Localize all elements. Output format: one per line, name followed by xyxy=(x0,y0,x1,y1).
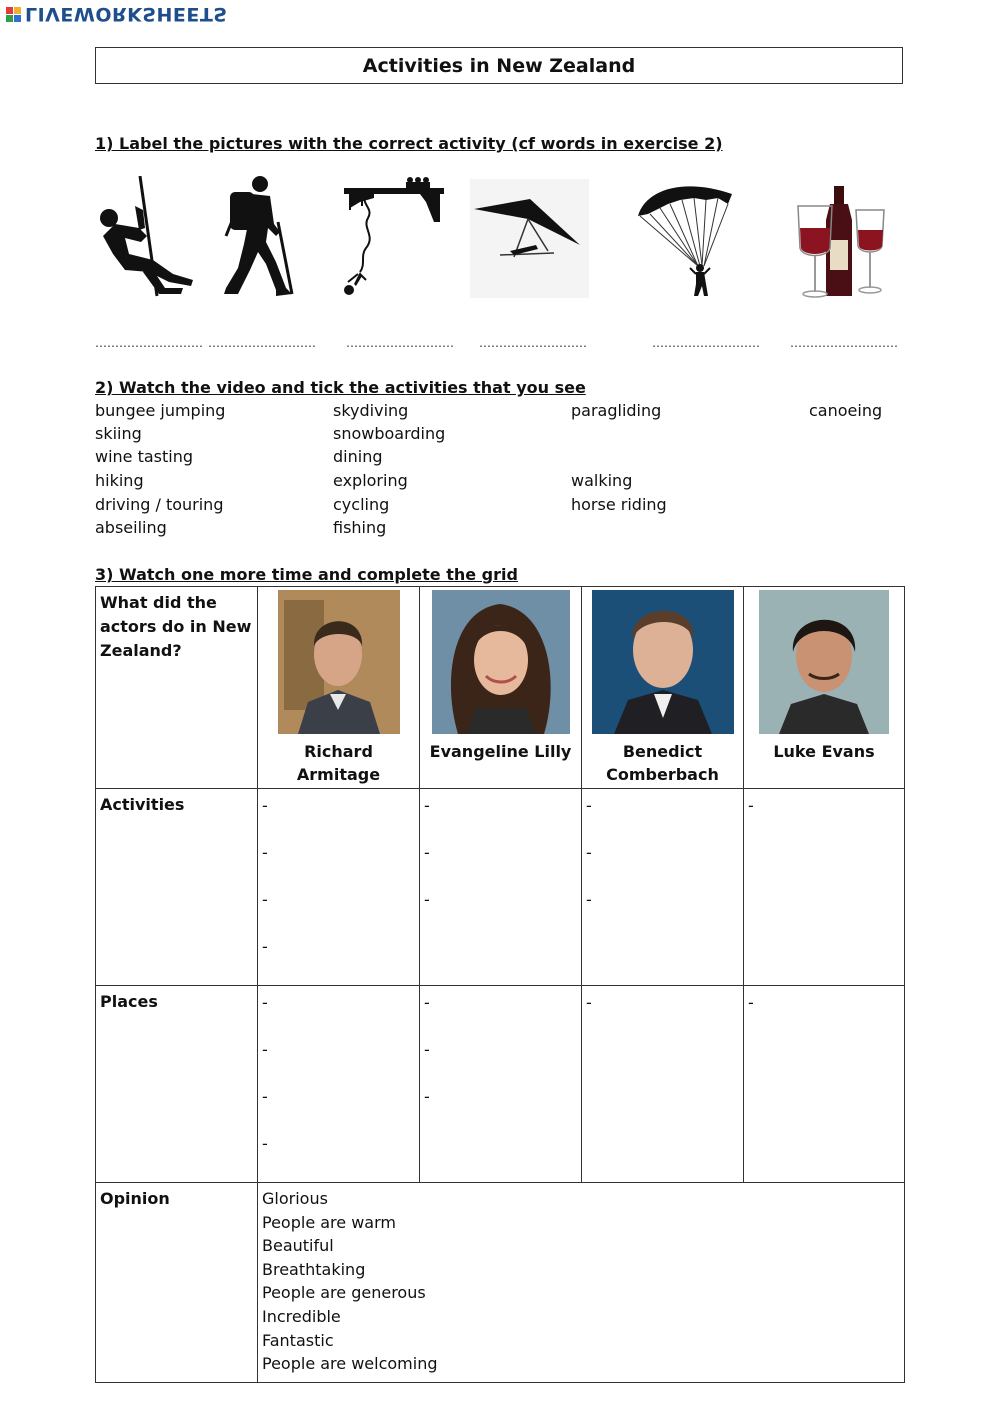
actor-cell xyxy=(582,587,744,789)
activity-word[interactable]: driving / touring xyxy=(95,495,224,514)
parachute-icon xyxy=(636,180,734,298)
activity-word[interactable]: hiking xyxy=(95,471,144,490)
picture-label-blank[interactable]: ……………………… xyxy=(790,336,898,350)
answer-dash[interactable]: - xyxy=(424,993,430,1012)
answer-dash[interactable]: - xyxy=(586,993,592,1012)
actor-cell xyxy=(258,587,420,789)
exercise1-heading: 1) Label the pictures with the correct activity (cf words in exercise 2) xyxy=(95,134,723,153)
actor-photo xyxy=(592,590,734,734)
activities-cell[interactable] xyxy=(582,789,744,986)
actor-cell xyxy=(420,587,582,789)
answer-dash[interactable]: - xyxy=(424,843,430,862)
opinion-item[interactable]: Beautiful xyxy=(262,1236,334,1256)
answer-dash[interactable]: - xyxy=(586,890,592,909)
opinion-item[interactable]: Fantastic xyxy=(262,1330,334,1350)
answer-dash[interactable]: - xyxy=(262,993,268,1012)
answer-dash[interactable]: - xyxy=(586,843,592,862)
answer-dash[interactable]: - xyxy=(262,1134,268,1153)
actor-photo xyxy=(432,590,570,734)
actors-grid xyxy=(95,586,905,1383)
activity-word[interactable]: skydiving xyxy=(333,401,409,420)
picture-label-blank[interactable]: ……………………… xyxy=(652,336,760,350)
activities-cell[interactable] xyxy=(744,789,905,986)
activities-label: Activities xyxy=(96,789,258,986)
answer-dash[interactable]: - xyxy=(748,993,754,1012)
activity-word[interactable]: fishing xyxy=(333,518,387,537)
activity-word[interactable]: abseiling xyxy=(95,518,167,537)
answer-dash[interactable]: - xyxy=(262,937,268,956)
actor-photo xyxy=(278,590,400,734)
activities-cell[interactable] xyxy=(258,789,420,986)
answer-dash[interactable]: - xyxy=(748,796,754,815)
wine-glasses-icon xyxy=(794,184,888,302)
opinion-item[interactable]: People are warm xyxy=(262,1212,396,1232)
answer-dash[interactable]: - xyxy=(424,1040,430,1059)
places-row xyxy=(96,986,905,1183)
logo-square xyxy=(6,7,13,14)
answer-dash[interactable]: - xyxy=(262,1040,268,1059)
activity-word[interactable]: horse riding xyxy=(571,495,667,514)
activity-word[interactable]: snowboarding xyxy=(333,424,446,443)
places-cell[interactable] xyxy=(582,986,744,1183)
bungee-jumping-icon xyxy=(340,176,446,298)
picture-label-blank[interactable]: ……………………… xyxy=(479,336,587,350)
activity-word[interactable]: wine tasting xyxy=(95,447,194,466)
answer-dash[interactable]: - xyxy=(262,843,268,862)
answer-dash[interactable]: - xyxy=(586,796,592,815)
opinion-item[interactable]: Glorious xyxy=(262,1189,328,1208)
activity-word[interactable]: walking xyxy=(571,471,633,490)
picture-label-blank[interactable]: ……………………… xyxy=(208,336,316,350)
actor-name: Richard Armitage xyxy=(296,742,381,784)
activity-word[interactable]: dining xyxy=(333,447,383,466)
logo-text: LIVEWORKSHEETS xyxy=(25,3,228,25)
answer-dash[interactable]: - xyxy=(262,1087,268,1106)
activities-row xyxy=(96,789,905,986)
exercise3-heading: 3) Watch one more time and complete the grid xyxy=(95,565,518,584)
places-label: Places xyxy=(96,986,258,1183)
answer-dash[interactable]: - xyxy=(424,796,430,815)
opinion-cell xyxy=(258,1183,905,1383)
places-cell[interactable] xyxy=(258,986,420,1183)
opinion-item[interactable]: Breathtaking xyxy=(262,1259,366,1279)
opinion-item[interactable]: People are generous xyxy=(262,1283,426,1303)
activity-word[interactable]: paragliding xyxy=(571,401,662,420)
worksheet-title xyxy=(95,47,903,84)
actor-photo xyxy=(759,590,889,734)
activity-word[interactable]: skiing xyxy=(95,424,142,443)
answer-dash[interactable]: - xyxy=(424,1087,430,1106)
actor-name: Evangeline Lilly xyxy=(429,742,572,761)
logo-square xyxy=(6,15,13,22)
grid-header-row xyxy=(96,587,905,789)
actor-cell xyxy=(744,587,905,789)
exercise2-heading: 2) Watch the video and tick the activities that you see xyxy=(95,378,586,397)
actor-name: Benedict Comberbach xyxy=(606,742,719,784)
opinion-item[interactable]: Incredible xyxy=(262,1306,341,1326)
hang-glider-icon xyxy=(470,179,589,298)
grid-question: What did the actors do in New Zealand? xyxy=(96,587,258,789)
answer-dash[interactable]: - xyxy=(262,890,268,909)
activities-cell[interactable] xyxy=(420,789,582,986)
picture-label-blank[interactable]: ……………………… xyxy=(95,336,203,350)
activity-word[interactable]: exploring xyxy=(333,471,408,490)
answer-dash[interactable]: - xyxy=(262,796,268,815)
logo-square xyxy=(14,7,21,14)
abseiling-silhouette-icon xyxy=(95,176,197,298)
opinion-item[interactable]: People are welcoming xyxy=(262,1354,438,1374)
hiker-silhouette-icon xyxy=(218,176,300,298)
opinion-label: Opinion xyxy=(96,1183,258,1383)
activity-word[interactable]: bungee jumping xyxy=(95,401,226,420)
liveworksheets-logo xyxy=(6,3,228,25)
activity-word[interactable]: cycling xyxy=(333,495,390,514)
picture-label-blank[interactable]: ……………………… xyxy=(346,336,454,350)
logo-square xyxy=(14,15,21,22)
places-cell[interactable] xyxy=(420,986,582,1183)
activity-word[interactable]: canoeing xyxy=(809,401,883,420)
logo-squares xyxy=(6,7,21,22)
places-cell[interactable] xyxy=(744,986,905,1183)
worksheet-title-text: Activities in New Zealand xyxy=(362,54,636,77)
answer-dash[interactable]: - xyxy=(424,890,430,909)
actor-name: Luke Evans xyxy=(773,742,875,761)
opinion-row xyxy=(96,1183,905,1383)
